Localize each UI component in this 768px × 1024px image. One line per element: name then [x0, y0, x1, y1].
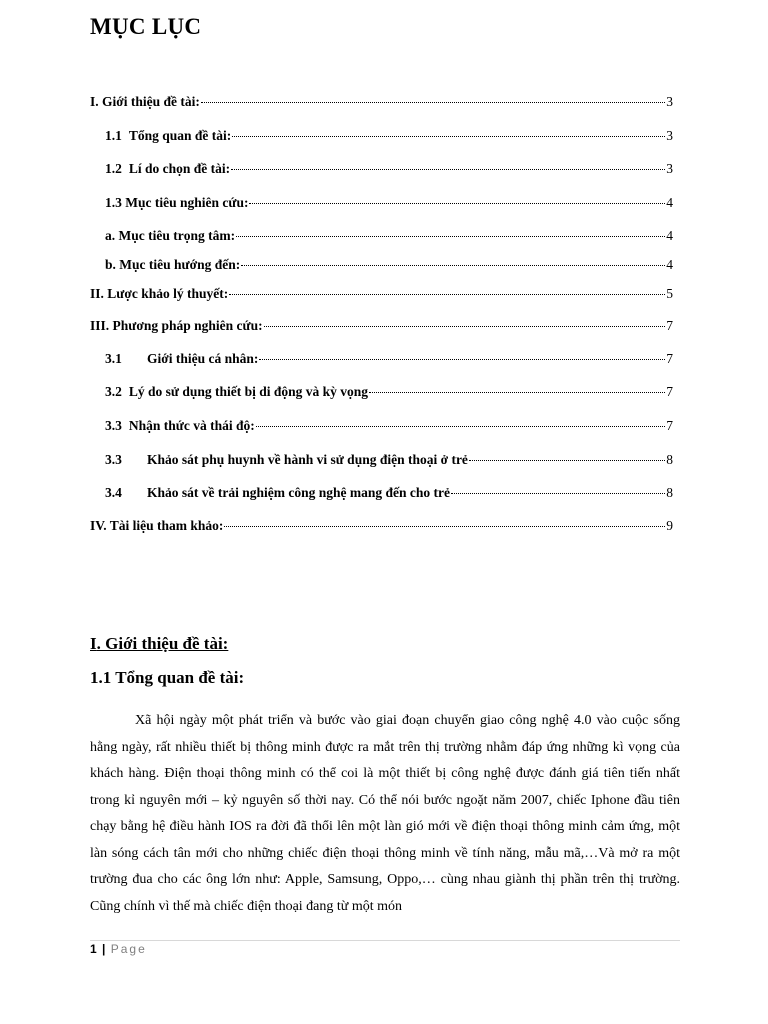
toc-entry[interactable] [105, 128, 673, 144]
toc-entry[interactable] [105, 485, 673, 501]
footer-page-word: Page [110, 942, 147, 956]
toc-leader [259, 359, 665, 360]
toc-entry-page: 7 [666, 318, 673, 333]
footer-separator: | [102, 942, 106, 956]
toc-leader [469, 460, 665, 461]
toc-entry[interactable] [90, 286, 673, 302]
toc-entry-label: I. Giới thiệu đề tài: [90, 94, 200, 109]
section-heading [90, 634, 228, 654]
toc-entry-label: Khảo sát phụ huynh về hành vi sử dụng điện thoại ở trẻ [147, 452, 468, 467]
toc-entry-number: 3.3 [105, 452, 122, 467]
toc-entry-page: 8 [666, 452, 673, 467]
toc-leader [229, 294, 665, 295]
toc-entry[interactable] [105, 257, 673, 273]
body-paragraph: Xã hội ngày một phát triển và bước vào giai đoạn chuyển giao công nghệ 4.0 vào cuộc sống hằng ngày, rất nhiều thiết bị thông minh được ra mắt trên thị trường nhằm đáp ứng những kì vọng của khách hàng. Điện thoại thông minh có thể coi là một thiết bị công nghệ được đánh giá tiên tiến nhất trong kỉ nguyên mới – kỷ nguyên số thời nay. Có thể nói bước ngoặt năm 2007, chiếc Iphone đầu tiên chạy bằng hệ điều hành IOS ra đời đã thổi lên một làn gió mới về điện thoại thông minh cảm ứng, một làn sóng cách tân mới cho những chiếc điện thoại thông minh về tính năng, mẫu mã,…Và mở ra một trường đua cho các ông lớn như: Apple, Samsung, Oppo,… cùng nhau giành thị phần trên thị trường. Cũng chính vì thế mà chiếc điện thoại đang từ một món [90, 713, 680, 914]
toc-entry[interactable] [105, 452, 673, 468]
toc-entry-page: 7 [666, 351, 673, 366]
toc-entry[interactable] [90, 94, 673, 110]
toc-entry-page: 3 [666, 128, 673, 143]
toc-entry[interactable] [105, 228, 673, 244]
section-heading-prefix: I [90, 634, 97, 653]
footer-divider [90, 940, 680, 941]
toc-leader [264, 326, 666, 327]
toc-entry-page: 4 [666, 195, 673, 210]
toc-heading: MỤC LỤC [90, 14, 202, 39]
toc-leader [451, 493, 665, 494]
toc-entry-page: 4 [666, 228, 673, 243]
toc-leader [369, 392, 665, 393]
toc-leader [231, 169, 665, 170]
toc-entry-number: 1.2 [105, 161, 122, 176]
toc-entry-page: 8 [666, 485, 673, 500]
toc-entry[interactable] [90, 318, 673, 334]
toc-entry-label: II. Lược khảo lý thuyết: [90, 286, 229, 301]
toc-entry-number: 3.2 [105, 384, 122, 399]
toc-entry[interactable] [105, 351, 673, 367]
toc-leader [201, 102, 665, 103]
toc-leader [236, 236, 665, 237]
toc-entry-page: 4 [666, 257, 673, 272]
toc-entry-page: 3 [666, 161, 673, 176]
toc-leader [249, 203, 665, 204]
toc-entry-label: Giới thiệu cá nhân: [147, 351, 259, 366]
toc-entry[interactable] [90, 518, 673, 534]
toc-entry-label: Nhận thức và thái độ: [128, 418, 255, 433]
toc-entry-number: 3.4 [105, 485, 122, 500]
toc-entry[interactable] [105, 161, 673, 177]
section-heading-text: . Giới thiệu đề tài: [96, 634, 229, 653]
toc-entry-label: III. Phương pháp nghiên cứu: [90, 318, 263, 333]
toc-entry-page: 7 [666, 384, 673, 399]
toc-leader [232, 136, 665, 137]
toc-leader [241, 265, 665, 266]
footer-page-number: 1 [90, 942, 97, 956]
toc-entry-number: 3.1 [105, 351, 122, 366]
toc-entry-page: 3 [666, 94, 673, 109]
toc-entry[interactable] [105, 195, 673, 211]
toc-entry-label: 1.3 Mục tiêu nghiên cứu: [105, 195, 249, 210]
toc-leader [224, 526, 665, 527]
toc-entry-label: a. Mục tiêu trọng tâm: [105, 228, 236, 243]
toc-entry-page: 9 [666, 518, 673, 533]
toc-entry[interactable] [105, 418, 673, 434]
toc-entry[interactable] [105, 384, 673, 400]
toc-entry-number: 1.1 [105, 128, 122, 143]
toc-entry-label: b. Mục tiêu hướng đến: [105, 257, 241, 272]
toc-entry-label: Lí do chọn đề tài: [128, 161, 231, 176]
subsection-heading: 1.1 Tổng quan đề tài: [90, 668, 245, 687]
toc-entry-label: Lý do sử dụng thiết bị di động và kỳ vọng [128, 384, 369, 399]
toc-entry-number: 3.3 [105, 418, 122, 433]
toc-entry-page: 5 [666, 286, 673, 301]
page-footer [90, 942, 147, 956]
toc-entry-label: IV. Tài liệu tham khảo: [90, 518, 224, 533]
toc-entry-label: Tổng quan đề tài: [128, 128, 232, 143]
toc-leader [256, 426, 666, 427]
toc-entry-label: Khảo sát về trải nghiệm công nghệ mang đến cho trẻ [147, 485, 450, 500]
toc-entry-page: 7 [666, 418, 673, 433]
